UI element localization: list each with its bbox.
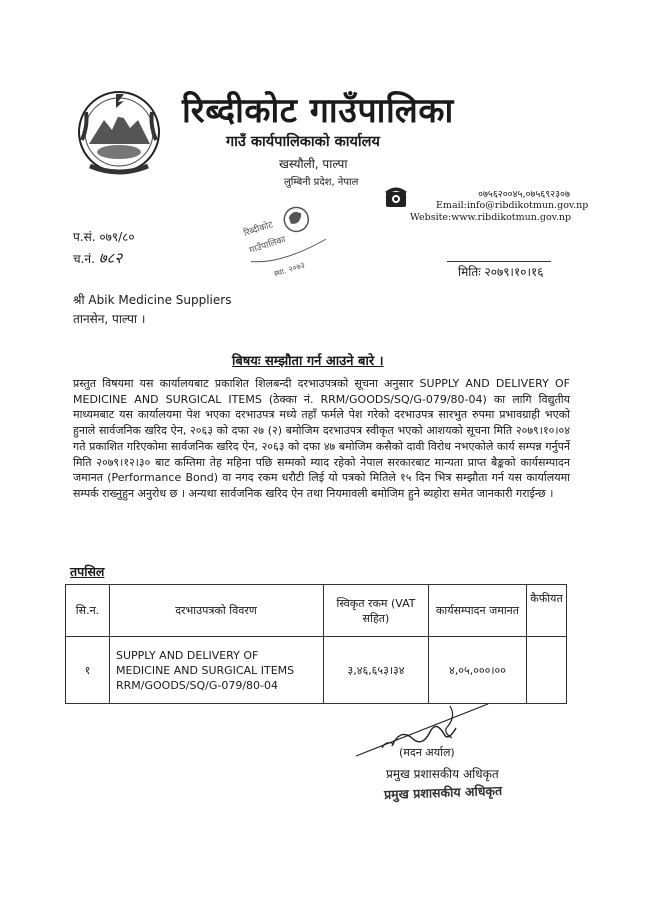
cell-sn: १ [66,637,110,704]
col-header-sn: सि.न. [66,585,110,637]
office-subtitle: गाउँ कार्यपालिकाको कार्यालय [226,134,380,150]
chalani-number [73,248,122,268]
letter-date: मितिः २०७९।१०।१६ [458,265,544,279]
cell-bond: ४,०५,०००।०० [429,637,527,704]
cn-label: च.नं. [73,252,95,266]
phone-number: ०७५६२००४५,०७५६९२३०७ [478,189,570,200]
signatory-name: (मदन अर्याल) [399,746,455,759]
ps-value: ०७९/८० [99,230,135,244]
desc-line-1: SUPPLY AND DELIVERY OF [116,648,259,662]
cell-description [110,637,324,704]
col-header-amount: स्विकृत रकम (VAT सहित) [324,585,429,637]
letter-subject: बिषयः सम्झौता गर्न आउने बारे । [232,354,384,369]
col-header-remarks: कैफीयत [527,585,567,637]
table-header-row [66,585,567,637]
seal-line-3: स्था. २०७३ [272,260,306,279]
patra-sankhya [73,228,135,245]
cn-value: ७८२ [98,249,123,267]
signatory-title: प्रमुख प्रशासकीय अधिकृत [386,767,499,781]
letter-body: प्रस्तुत विषयमा यस कार्यालयबाट प्रकाशित शिलबन्दी दरभाउपत्रको सूचना अनुसार SUPPLY AND DELIVERY OF MEDICINE AND SURGICAL ITEMS (ठेक्का नं. RRM/GOODS/SQ/G-079/80-04) का लागि विद्युतीय माध्यमबाट यस कार्यालयमा पेश भएका दरभाउपत्र मध्ये तहाँ फर्मले पेश गरेको दरभाउपत्र सारभुत रुपमा प्रभावग्राही भएको हुनाले सार्वजनिक खरिद ऐन, २०६३ को दफा २७ (२) बमोजिम दरभाउपत्र स्वीकृत भएको आशयको सूचना मिति २०७९।१०।०४ गते प्रकाशित गरिएकोमा सार्वजनिक खरिद ऐन, २०६३ को दफा ४७ बमोजिम कसैको दावी विरोध नभएकोले कार्य सम्पन्न गर्नुपर्ने मिति २०७९।१२।३० बाट कम्तिमा तेह महिना पछि सम्मको म्याद रहेको नेपाल सरकारबाट मान्यता प्राप्त बैङ्कको कार्यसम्पादन जमानत (Performance Bond) वा नगद रकम धरौटी लिई यो पत्रको मितिले १५ दिन भित्र सम्झौता गर्न यस कार्यालयमा सम्पर्क राख्नुहुन अनुरोध छ । अन्यथा सार्वजनिक खरिद ऐन तथा नियमावली बमोजिम हुने ब्यहोरा समेत जानकारी गराईन्छ । [73,377,570,500]
email-address: Email:info@ribdikotmun.gov.np [436,200,589,211]
desc-line-2: MEDICINE AND SURGICAL ITEMS [116,663,295,677]
tapsil-heading: तपसिल [70,564,105,579]
telephone-icon [384,183,408,213]
address-line-1: खस्यौली, पाल्पा [279,157,348,171]
date-line [447,261,551,262]
office-seal-stamp [242,200,338,294]
seal-line-2: गाउँपालिका [248,234,288,257]
col-header-description: दरभाउपत्रको विवरण [110,585,324,637]
cell-remarks [527,637,567,704]
seal-line-1: रिब्दीकोट [242,220,275,239]
table-row [66,637,567,704]
address-line-2: लुम्बिनी प्रदेश, नेपाल [284,177,359,188]
office-title: रिब्दीकोट गाउँपालिका [182,91,454,131]
website-address: Website:www.ribdikotmun.gov.np [410,212,572,223]
desc-line-3: RRM/GOODS/SQ/G-079/80-04 [116,678,278,692]
recipient-name: श्री Abik Medicine Suppliers [73,293,232,307]
nepal-emblem-logo [74,86,164,180]
designation-stamp: प्रमुख प्रशासकीय अधिकृत [383,782,503,803]
ps-label: प.सं. [73,230,96,244]
details-table [65,584,567,704]
recipient-place: तानसेन, पाल्पा । [73,312,146,326]
col-header-bond: कार्यसम्पादन जमानत [429,585,527,637]
cell-amount: ३,४६,६५३।३४ [324,637,429,704]
